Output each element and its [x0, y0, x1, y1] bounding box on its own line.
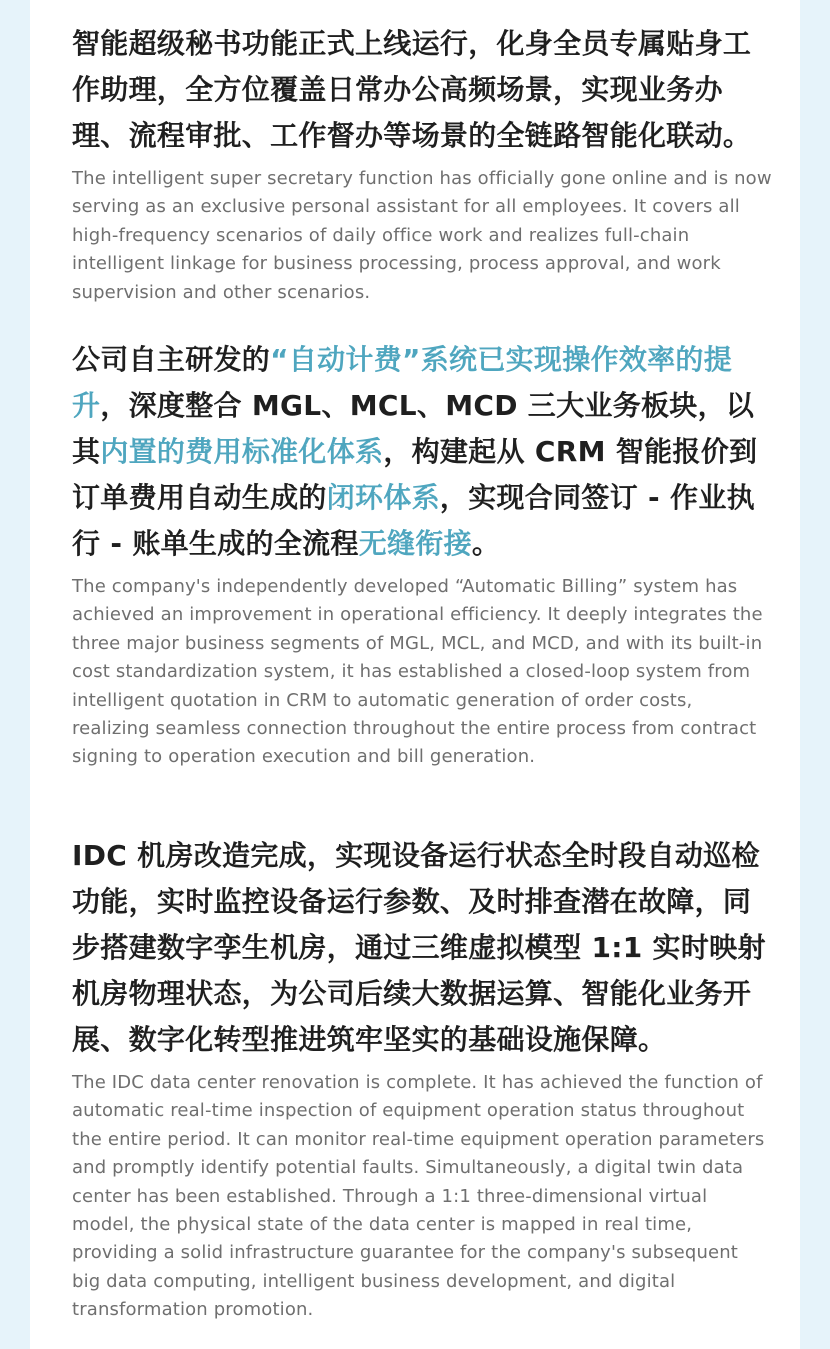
section-zh-text	[72, 337, 772, 567]
section-en-text: The company's independently developed “Automatic Billing” system has achieved an improvement in operational efficiency. It deeply integrates the three major business segments of MGL, MCL, and MCD, and with its built-in cost standardization system, it has established a closed-loop system from intelligent quotation in CRM to automatic generation of order costs, realizing seamless connection throughout the entire process from contract signing to operation execution and bill generation.	[72, 576, 763, 768]
zh-text-segment: 智能超级秘书功能正式上线运行，化身全员专属贴身工作助理，全方位覆盖日常办公高频场景，实现业务办理、流程审批、工作督办等场景的全链路智能化联动。	[72, 27, 752, 152]
section-zh-text	[72, 21, 772, 159]
section-en-text: The intelligent super secretary function has officially gone online and is now serving as an exclusive personal assistant for all employees. It covers all high-frequency scenarios of daily office work and realizes full-chain intelligent linkage for business processing, process approval, and work supervision and other scenarios.	[72, 168, 772, 303]
zh-text-segment: ，深度整合 MGL、MCL、MCD 三大业务板块，以其	[72, 389, 755, 468]
zh-text-segment: 。	[471, 527, 501, 560]
zh-highlight-segment: “自动计费”系统已实现操作效率的提升	[72, 343, 733, 422]
article-page	[30, 0, 800, 1349]
zh-text-segment: 公司自主研发的	[72, 343, 271, 376]
section-automatic-billing	[72, 337, 772, 772]
zh-text-segment: IDC 机房改造完成，实现设备运行状态全时段自动巡检功能，实时监控设备运行参数、及时排查潜在故障，同步搭建数字孪生机房，通过三维虚拟模型 1:1 实时映射机房物理状态，为公司后续大数据运算、智能化业务开展、数字化转型推进筑牢坚实的基础设施保障。	[72, 839, 766, 1056]
section-smart-secretary	[72, 21, 772, 307]
zh-text-segment: ，构建起从 CRM 智能报价到订单费用自动生成的	[72, 435, 758, 514]
section-en-text: The IDC data center renovation is complete. It has achieved the function of automatic real-time inspection of equipment operation status throughout the entire period. It can monitor real-time equipment operation parameters and promptly identify potential faults. Simultaneously, a digital twin data center has been established. Through a 1:1 three-dimensional virtual model, the physical state of the data center is mapped in real time, providing a solid infrastructure guarantee for the company's subsequent big data computing, intelligent business development, and digital transformation promotion.	[72, 1072, 765, 1321]
zh-highlight-segment: 无缝衔接	[358, 527, 472, 560]
zh-text-segment: ，实现合同签订 - 作业执行 - 账单生成的全流程	[72, 481, 755, 560]
zh-highlight-segment: 内置的费用标准化体系	[100, 435, 384, 468]
section-zh-text	[72, 833, 772, 1063]
zh-highlight-segment: 闭环体系	[326, 481, 440, 514]
section-idc-renovation	[72, 833, 772, 1325]
